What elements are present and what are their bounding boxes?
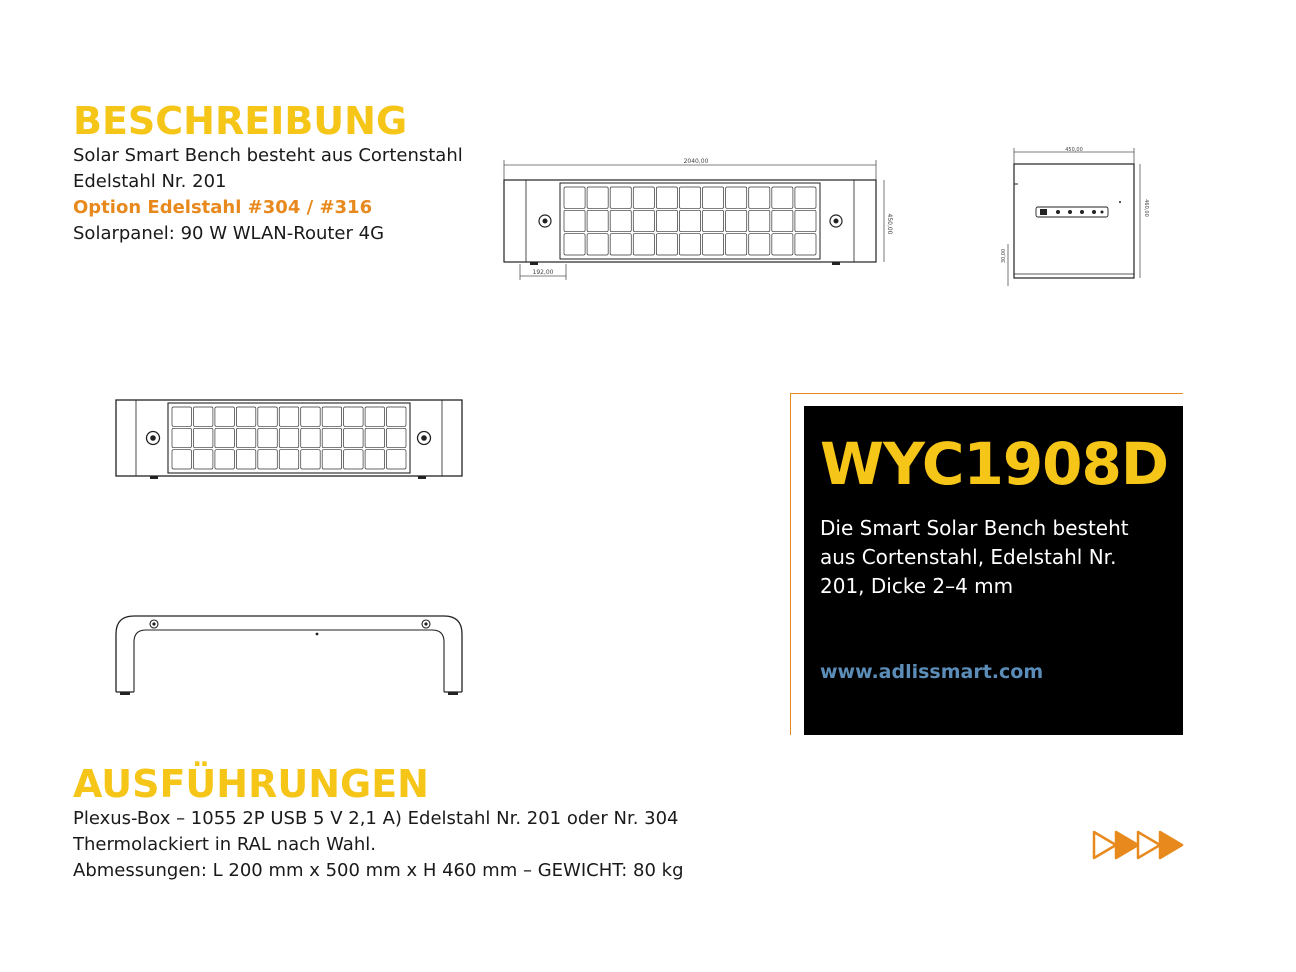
offset-dimension-label: 192,00	[532, 269, 554, 276]
bench-top-view	[112, 396, 468, 482]
versions-line: Abmessungen: L 200 mm x 500 mm x H 460 mm – GEWICHT: 80 kg	[73, 860, 684, 881]
versions-text	[73, 806, 684, 884]
triple-play-arrows-icon[interactable]	[1092, 830, 1184, 864]
description-line: Edelstahl Nr. 201	[73, 171, 227, 192]
card-frame-left	[790, 393, 791, 735]
website-link[interactable]: www.adlissmart.com	[820, 661, 1044, 683]
bench-side-view-dimensioned	[1000, 144, 1150, 294]
width-dimension-label: 2040,00	[683, 158, 709, 165]
side-width-dimension-label: 450,00	[1065, 147, 1083, 153]
bench-front-view	[112, 608, 468, 698]
bench-top-view-dimensioned	[496, 152, 896, 282]
versions-line: Plexus-Box – 1055 2P USB 5 V 2,1 A) Edelstahl Nr. 201 oder Nr. 304	[73, 808, 679, 829]
description-option-line: Option Edelstahl #304 / #316	[73, 197, 373, 218]
product-description: Die Smart Solar Bench besteht aus Cortenstahl, Edelstahl Nr. 201, Dicke 2–4 mm	[820, 516, 1129, 598]
description-line: Solarpanel: 90 W WLAN-Router 4G	[73, 223, 385, 244]
versions-heading: AUSFÜHRUNGEN	[73, 762, 429, 806]
side-base-dimension-label: 30,00	[1001, 248, 1007, 264]
product-code: WYC1908D	[820, 430, 1169, 498]
description-line: Solar Smart Bench besteht aus Cortenstahl	[73, 145, 463, 166]
description-heading: BESCHREIBUNG	[73, 99, 408, 143]
side-height-dimension-label: 460,00	[1143, 199, 1149, 217]
height-dimension-label: 450,00	[886, 213, 893, 235]
product-card	[804, 406, 1183, 735]
versions-line: Thermolackiert in RAL nach Wahl.	[73, 834, 376, 855]
card-frame-top	[790, 393, 1183, 394]
description-text	[73, 143, 463, 247]
